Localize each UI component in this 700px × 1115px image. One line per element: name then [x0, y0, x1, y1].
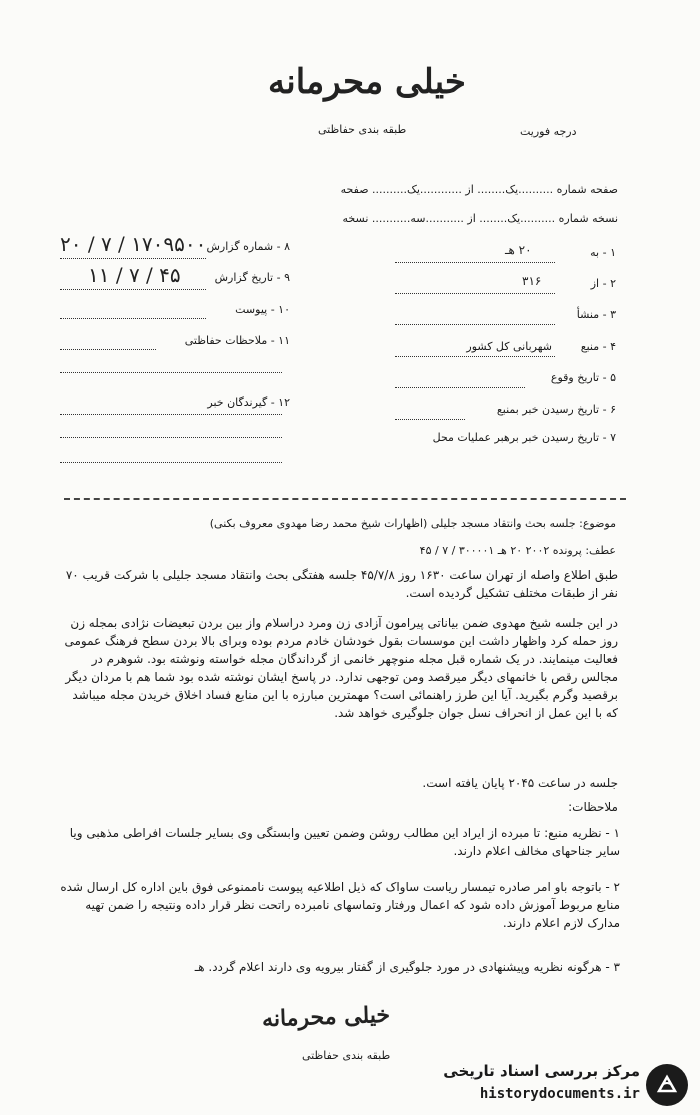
- security-notes-line-2: [60, 372, 282, 373]
- event-date-label: ۵ - تاریخ وقوع: [550, 371, 616, 384]
- footer-classification-handwritten: خیلی محرمانه: [261, 1001, 391, 1033]
- page-number-line: صفحه شماره ..........یک........ از ............یک.......... صفحه: [340, 183, 618, 196]
- body-paragraph-3: جلسه در ساعت ۲۰۴۵ پایان یافته است.: [422, 776, 618, 790]
- recipients-line-3: [60, 462, 282, 463]
- to-value: ۲۰ هـ: [505, 243, 532, 257]
- report-number-line: [60, 258, 206, 259]
- event-date-line: [395, 387, 525, 388]
- origin-label: ۴ - منبع: [580, 340, 616, 353]
- classification-title: خیلی محرمانه: [268, 62, 466, 102]
- source-label: ۳ - منشأ: [576, 308, 616, 321]
- priority-label: درجه فوریت: [520, 125, 577, 138]
- receipt-date-line: [395, 419, 465, 420]
- to-line: [395, 262, 555, 263]
- watermark-url: historydocuments.ir: [479, 1086, 640, 1102]
- security-notes-label: ۱۱ - ملاحظات حفاظتی: [184, 334, 290, 347]
- reference-line: عطف: پرونده ۲۰۰۲ ۲۰ هـ ۳۰۰۰۰۱ / ۷ / ۴۵: [419, 544, 616, 557]
- report-number-label: ۸ - شماره گزارش: [206, 240, 290, 253]
- note-item-3: ۳ - هرگونه نظریه وپیشنهادی در مورد جلوگیری از گفتار بیرویه وی دارند اعلام گردد. هـ: [194, 960, 620, 974]
- watermark-title: مرکز بررسی اسناد تاریخی: [443, 1062, 640, 1080]
- note-item-2: ۲ - باتوجه باو امر صادره تیمسار ریاست ساواک که ذیل اطلاعیه پیوست ناممنوعی فوق باین اداره کل ارسال شده منابع مربوط آموزش داده شود که اعمال ورفتار وتماسهای نامبرده راتحت نظر قرار داده ونتیجه را ضمن تهیه مدارک لازم اعلام دارند.: [60, 880, 620, 930]
- from-value: ۳۱۶: [522, 274, 542, 288]
- body-paragraph-1: طبق اطلاع واصله از تهران ساعت ۱۶۳۰ روز ۴۵/۷/۸ جلسه هفتگی بحث وانتقاد مسجد جلیلی با شرکت قریب ۷۰ نفر از طبقات مختلف تشکیل گردیده است.: [65, 568, 618, 600]
- report-date-label: ۹ - تاریخ گزارش: [214, 271, 290, 284]
- separator-line: [64, 498, 626, 500]
- receipt-date-label: ۶ - تاریخ رسیدن خبر بمنبع: [496, 403, 616, 416]
- attachment-label: ۱۰ - پیوست: [235, 303, 290, 316]
- report-date-line: [60, 289, 206, 290]
- recipients-line-1: [60, 414, 282, 415]
- origin-value: شهربانی کل کشور: [466, 340, 552, 353]
- attachment-line: [60, 318, 206, 319]
- security-notes-line-1: [60, 349, 156, 350]
- origin-line: [395, 356, 555, 357]
- source-line: [395, 324, 555, 325]
- classification-caption: طبقه بندی حفاظتی: [318, 123, 407, 136]
- recipients-label: ۱۲ - گیرندگان خبر: [207, 396, 290, 409]
- body-paragraph-2: در این جلسه شیخ مهدوی ضمن بیاناتی پیرامون آزادی زن ومرد دراسلام واز بین بردن تبعیضات نژادی بمجله زن روز حمله کرد واظهار داشت این موسسات بقول خودشان خادم مردم بوده وبرای بالا بردن سطح فرهنگ عمومی فعالیت مینمایند. در یک شماره قبل مجله منوچهر خانمی از گرداندگان مجله خواسته ونوشته بود. شوهرم در مجالس رقص با خانمهای دیگر میرقصد ومن توجهی ندارد. در پاسخ ایشان نوشته شده بود شما هم با مردان دیگر برقصید وگرم بگیرید. آیا این طرز راهنمائی است؟ مهمترین مبارزه با این منابع فساد اخلاق خریدن مجله میباشد که با این عمل از انحراف نسل جوان جلوگیری خواهد شد.: [64, 616, 618, 720]
- archive-logo-icon: [646, 1064, 688, 1106]
- from-line: [395, 293, 555, 294]
- subject-line: موضوع: جلسه بحث وانتقاد مسجد جلیلی (اظهارات شیخ محمد رضا مهدوی معروف بکنی): [209, 517, 616, 530]
- recipients-line-2: [60, 437, 282, 438]
- watermark: [400, 1060, 692, 1110]
- note-item-1: ۱ - نظریه منبع: تا مبرده از ایراد این مطالب روشن وضمن تعیین وابستگی وی بسایر جلسات افراطی مذهبی ویا سایر جناحهای مخالف اعلام دارند.: [69, 826, 620, 858]
- hq-date-label: ۷ - تاریخ رسیدن خبر برهبر عملیات محل: [432, 431, 616, 444]
- copy-number-line: نسخه شماره ..........یک........ از ...........سه........... نسخه: [342, 212, 618, 225]
- notes-heading: ملاحظات:: [568, 800, 618, 814]
- report-date-value: ۴۵ / ۷ / ۱۱: [88, 263, 181, 287]
- to-label: ۱ - به: [590, 246, 616, 259]
- report-number-value: ۱۷۰۹۵۰۰ / ۷ / ۲۰: [60, 232, 207, 256]
- from-label: ۲ - از: [590, 277, 616, 290]
- footer-classification-caption: طبقه بندی حفاظتی: [302, 1049, 391, 1062]
